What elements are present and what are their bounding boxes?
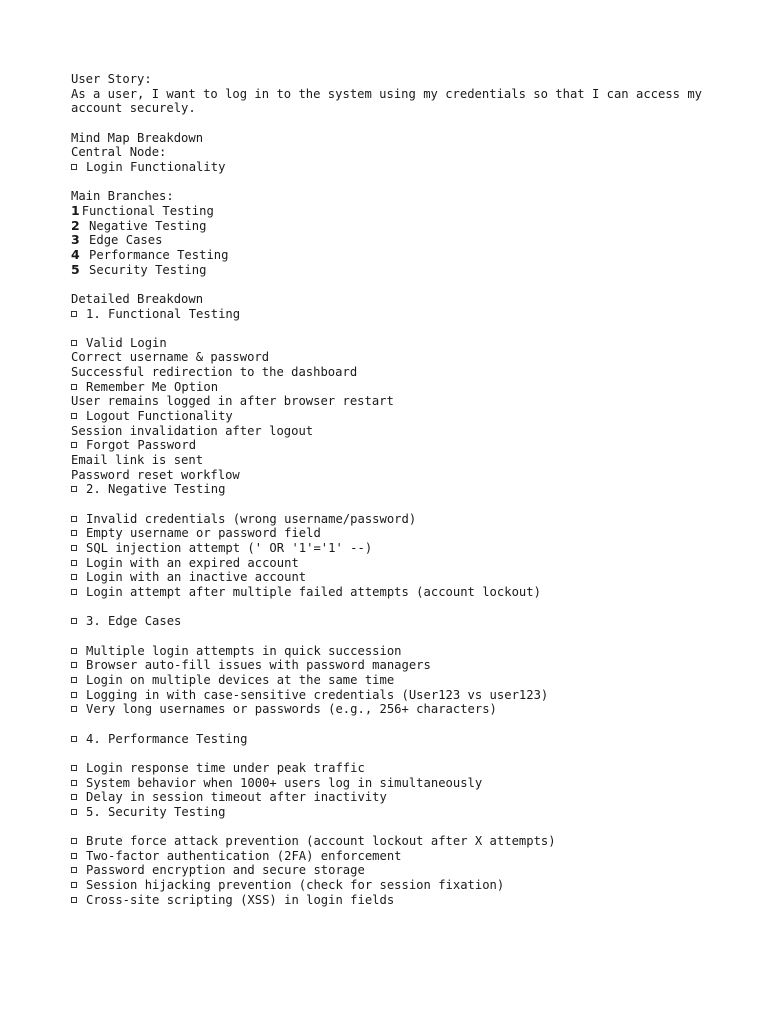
square-bullet-icon [71, 530, 77, 536]
square-bullet-icon [71, 442, 77, 448]
square-bullet-icon [71, 384, 77, 390]
branch-number: 5 [71, 261, 80, 277]
mind-map-heading: Mind Map Breakdown [71, 130, 204, 145]
list-item-text: Login with an inactive account [86, 570, 307, 585]
square-bullet-icon [71, 311, 77, 317]
square-bullet-icon [71, 780, 77, 786]
square-bullet-icon [71, 574, 77, 580]
main-branches-label: Main Branches: [71, 189, 174, 204]
square-bullet-icon [71, 677, 77, 683]
forgot-password-label: Forgot Password [86, 438, 197, 453]
edge-cases-title: 3. Edge Cases [86, 614, 182, 629]
branch-item [71, 263, 731, 278]
branch-item [71, 219, 731, 234]
square-bullet-icon [71, 589, 77, 595]
list-item [71, 863, 731, 878]
detail-line: Email link is sent [71, 453, 204, 468]
spacer [71, 277, 731, 292]
section-title [71, 307, 731, 322]
spacer [71, 819, 731, 834]
spacer [71, 746, 731, 761]
list-item-text: Login with an expired account [86, 555, 299, 570]
list-item-text: Multiple login attempts in quick succession [86, 643, 402, 658]
square-bullet-icon [71, 545, 77, 551]
square-bullet-icon [71, 897, 77, 903]
list-item [71, 409, 731, 424]
list-item [71, 585, 731, 600]
list-item [71, 893, 731, 908]
square-bullet-icon [71, 794, 77, 800]
branch-number: 3 [71, 232, 80, 248]
list-item-text: Login attempt after multiple failed attempts (account lockout) [86, 584, 541, 599]
list-item-text: Very long usernames or passwords (e.g., 256+ characters) [86, 702, 497, 717]
list-item [71, 688, 731, 703]
central-node-text: Login Functionality [86, 159, 226, 174]
square-bullet-icon [71, 882, 77, 888]
square-bullet-icon [71, 516, 77, 522]
list-item [71, 673, 731, 688]
branch-number: 1 [71, 202, 80, 218]
square-bullet-icon [71, 809, 77, 815]
document-body [71, 72, 731, 907]
square-bullet-icon [71, 867, 77, 873]
square-bullet-icon [71, 706, 77, 712]
functional-testing-title: 1. Functional Testing [86, 306, 241, 321]
list-item [71, 438, 731, 453]
list-item [71, 644, 731, 659]
detail-line: Session invalidation after logout [71, 423, 314, 438]
performance-testing-title: 4. Performance Testing [86, 731, 248, 746]
list-item-text: Invalid credentials (wrong username/password) [86, 511, 417, 526]
square-bullet-icon [71, 340, 77, 346]
branch-label: Performance Testing [89, 247, 229, 262]
spacer [71, 717, 731, 732]
branch-label: Functional Testing [81, 203, 214, 218]
section-title [71, 805, 731, 820]
branch-number: 2 [71, 217, 80, 233]
remember-me-label: Remember Me Option [86, 379, 219, 394]
square-bullet-icon [71, 838, 77, 844]
detailed-breakdown-heading: Detailed Breakdown [71, 291, 204, 306]
list-item-text: Login response time under peak traffic [86, 760, 365, 775]
square-bullet-icon [71, 765, 77, 771]
list-item-text: Delay in session timeout after inactivity [86, 790, 387, 805]
list-item [71, 849, 731, 864]
branch-item [71, 248, 731, 263]
list-item [71, 761, 731, 776]
branch-number: 4 [71, 246, 80, 262]
list-item-text: Session hijacking prevention (check for session fixation) [86, 878, 505, 893]
list-item-text: Cross-site scripting (XSS) in login fields [86, 892, 395, 907]
list-item [71, 380, 731, 395]
square-bullet-icon [71, 560, 77, 566]
square-bullet-icon [71, 164, 77, 170]
list-item-text: System behavior when 1000+ users log in simultaneously [86, 775, 483, 790]
square-bullet-icon [71, 736, 77, 742]
list-item [71, 776, 731, 791]
square-bullet-icon [71, 853, 77, 859]
square-bullet-icon [71, 662, 77, 668]
list-item [71, 834, 731, 849]
spacer [71, 497, 731, 512]
section-title [71, 732, 731, 747]
square-bullet-icon [71, 486, 77, 492]
detail-line: User remains logged in after browser restart [71, 394, 394, 409]
detail-line: Password reset workflow [71, 467, 240, 482]
list-item-text: Brute force attack prevention (account lockout after X attempts) [86, 834, 556, 849]
list-item [71, 526, 731, 541]
valid-login-label: Valid Login [86, 335, 167, 350]
section-title [71, 482, 731, 497]
list-item-text: Login on multiple devices at the same time [86, 672, 395, 687]
list-item [71, 336, 731, 351]
list-item-text: Empty username or password field [86, 526, 321, 541]
central-node-item [71, 160, 731, 175]
square-bullet-icon [71, 413, 77, 419]
list-item-text: Two-factor authentication (2FA) enforcement [86, 848, 402, 863]
negative-testing-title: 2. Negative Testing [86, 482, 226, 497]
list-item-text: SQL injection attempt (' OR '1'='1' --) [86, 541, 373, 555]
spacer [71, 116, 731, 131]
detail-line: Correct username & password [71, 350, 270, 365]
central-node-label: Central Node: [71, 145, 167, 160]
user-story-text: As a user, I want to log in to the system using my credentials so that I can access my account securely. [71, 86, 710, 116]
list-item [71, 790, 731, 805]
list-item-text: Password encryption and secure storage [86, 863, 365, 878]
branch-item [71, 204, 731, 219]
list-item [71, 658, 731, 673]
spacer [71, 629, 731, 644]
branch-item [71, 233, 731, 248]
spacer [71, 321, 731, 336]
detail-line: Successful redirection to the dashboard [71, 365, 358, 380]
branch-label: Negative Testing [89, 218, 207, 233]
logout-label: Logout Functionality [86, 409, 233, 424]
list-item [71, 702, 731, 717]
list-item-text: Browser auto-fill issues with password managers [86, 658, 431, 673]
square-bullet-icon [71, 692, 77, 698]
list-item [71, 512, 731, 527]
spacer [71, 175, 731, 190]
list-item-text: Logging in with case-sensitive credentials (User123 vs user123) [86, 687, 549, 702]
security-testing-title: 5. Security Testing [86, 804, 226, 819]
list-item [71, 556, 731, 571]
square-bullet-icon [71, 648, 77, 654]
branch-label: Edge Cases [89, 233, 163, 248]
branch-label: Security Testing [89, 262, 207, 277]
spacer [71, 600, 731, 615]
square-bullet-icon [71, 618, 77, 624]
list-item [71, 570, 731, 585]
list-item [71, 541, 731, 556]
list-item [71, 878, 731, 893]
section-title [71, 614, 731, 629]
user-story-heading: User Story: [71, 72, 152, 86]
